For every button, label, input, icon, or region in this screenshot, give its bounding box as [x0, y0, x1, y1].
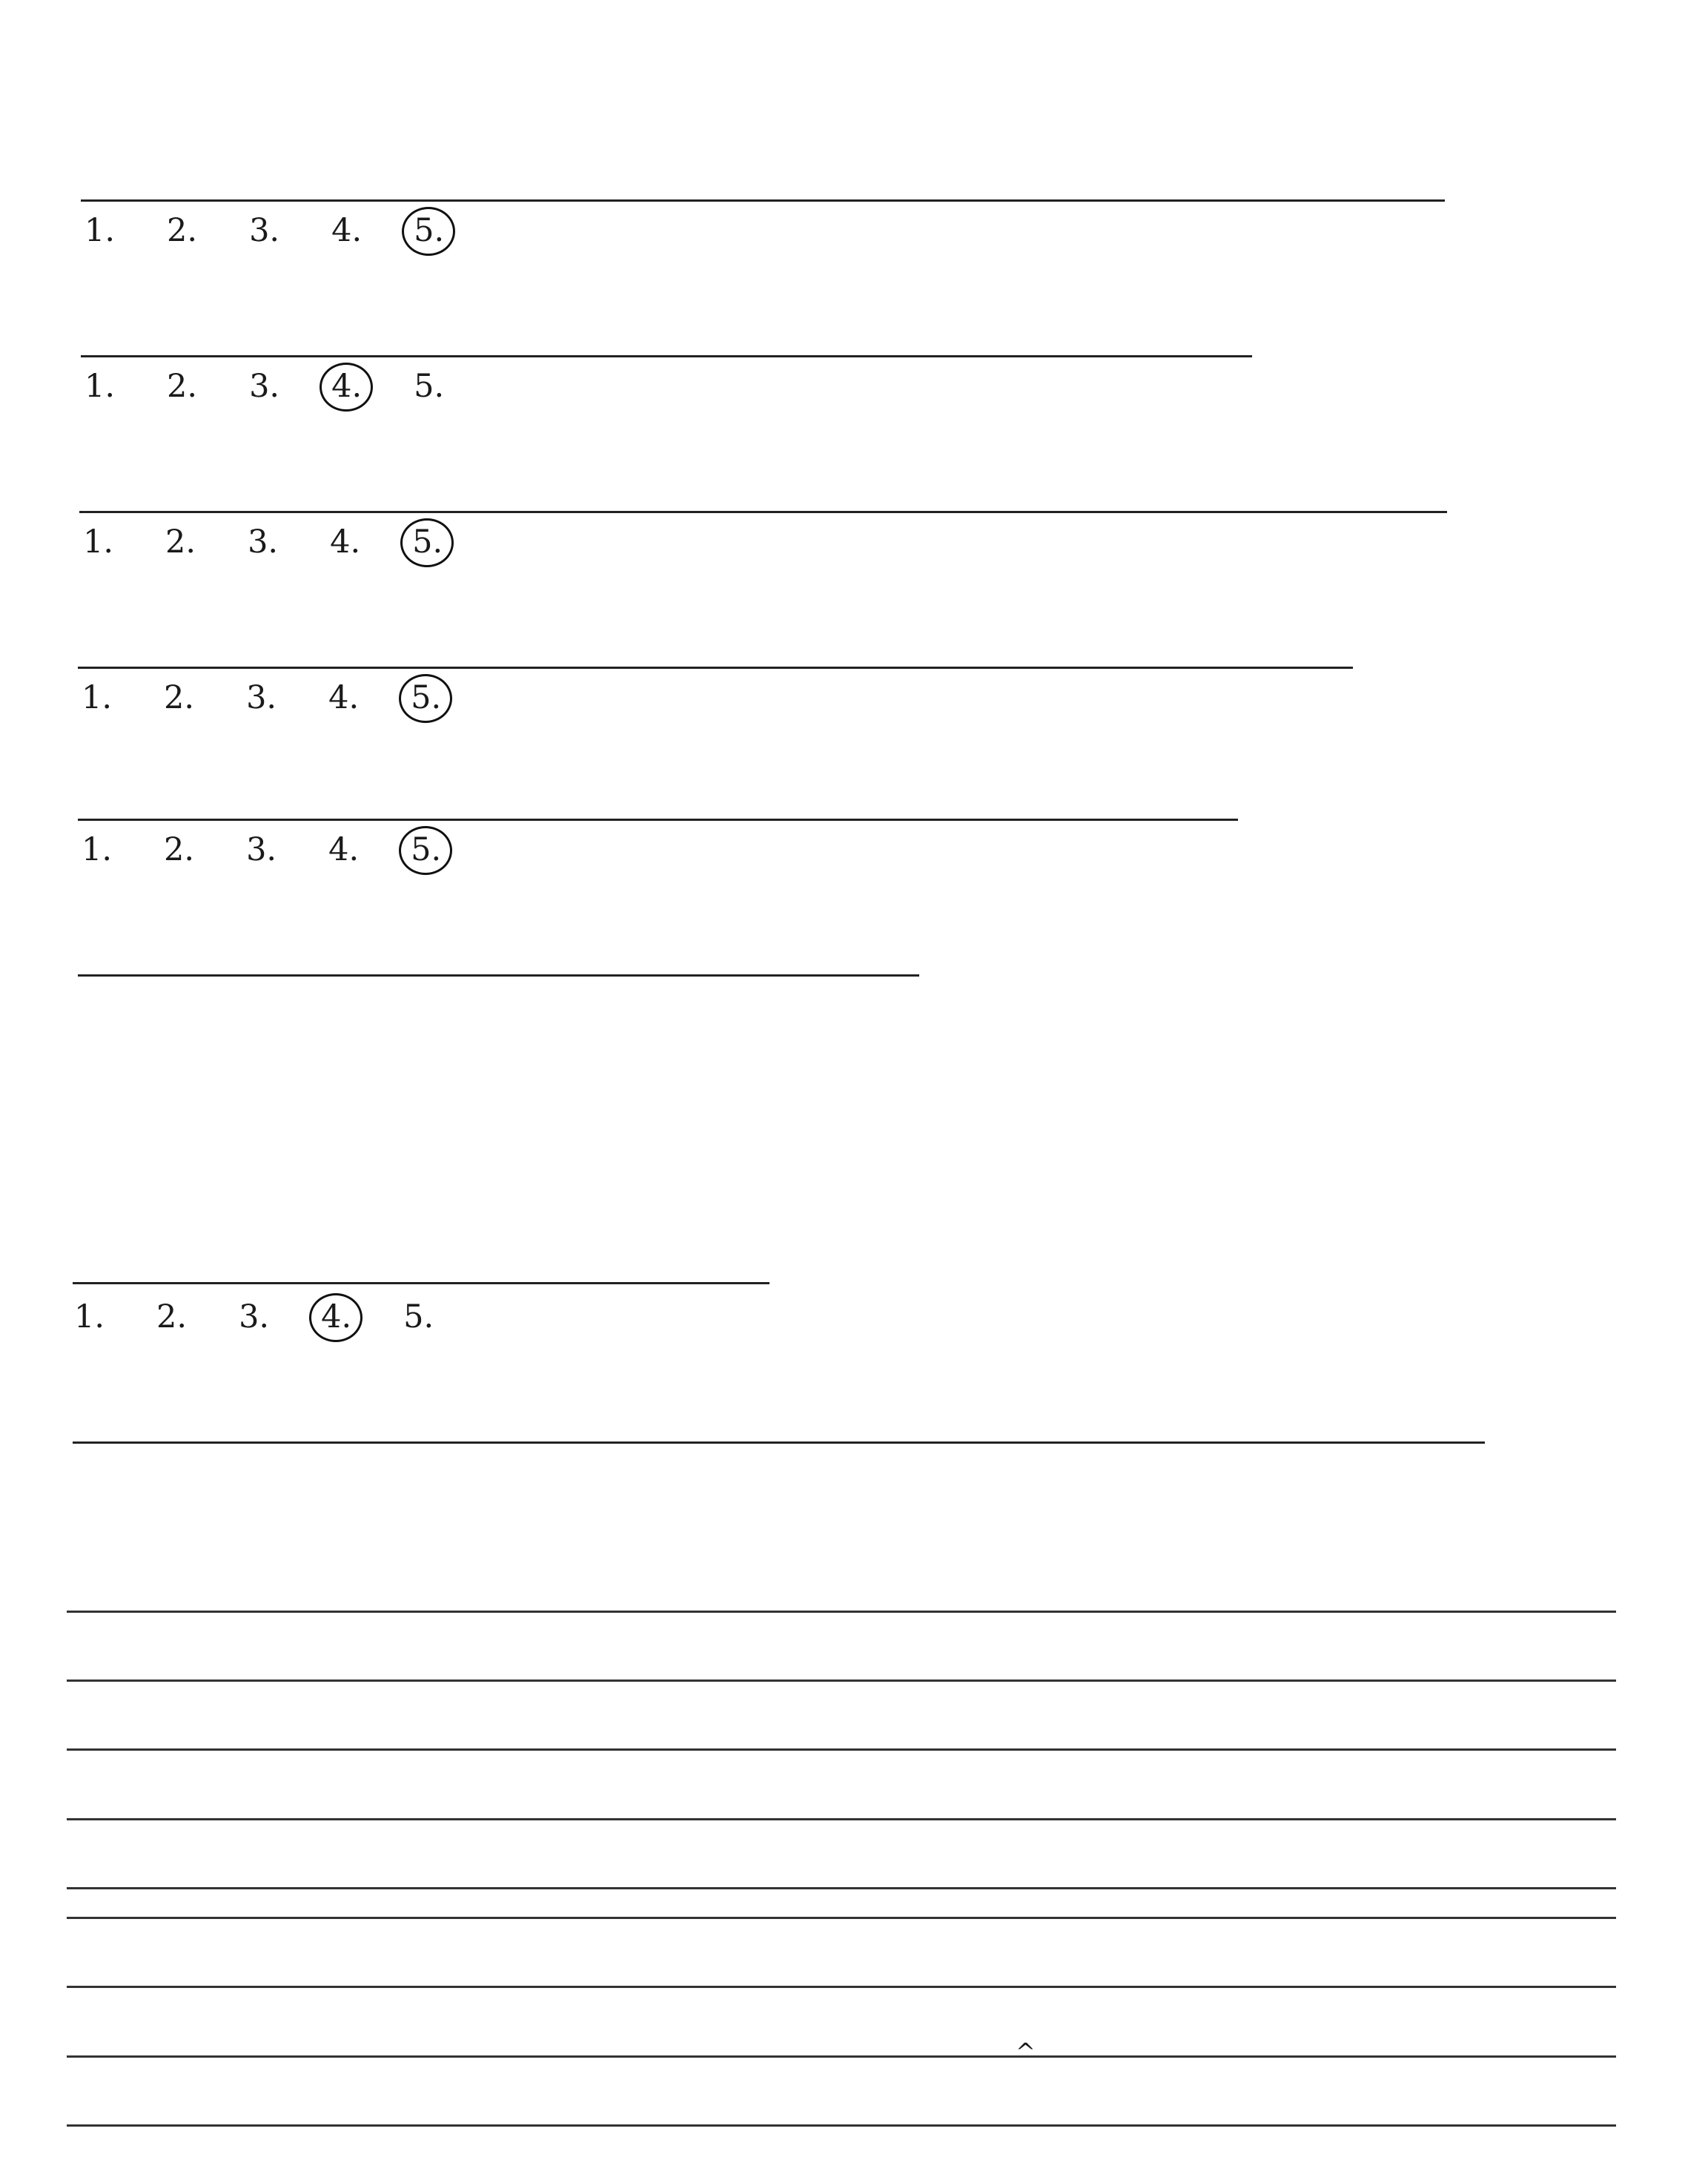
q9-line-1 — [67, 1611, 1616, 1613]
q3-option-5[interactable] — [412, 523, 453, 561]
q3-underline — [79, 511, 1447, 513]
q5-option-number: 3. — [246, 831, 277, 868]
q10-heading — [68, 1854, 89, 1898]
q9-line-4 — [67, 1818, 1616, 1820]
q1-option-4[interactable] — [331, 211, 372, 250]
q6-row-1 — [82, 990, 202, 1028]
q4-option-5[interactable] — [411, 678, 451, 717]
q5-underline — [78, 819, 1238, 821]
q4-underline — [78, 667, 1353, 669]
q6-underline — [78, 974, 919, 977]
q9-line-2 — [67, 1680, 1616, 1682]
q1-option-number: 2. — [167, 212, 198, 249]
q1-underline — [81, 199, 1445, 202]
q1-option-1[interactable] — [85, 211, 125, 250]
q5-option-2[interactable] — [164, 830, 205, 869]
q9-line-5 — [67, 1887, 1616, 1889]
q5-option-number: 2. — [164, 831, 195, 868]
q10-line-4 — [67, 2124, 1616, 2127]
q1-option-5[interactable] — [414, 211, 454, 250]
q2-option-4[interactable] — [331, 367, 372, 406]
q5-option-4[interactable] — [328, 830, 369, 869]
q4-option-4[interactable] — [328, 678, 369, 717]
q3-option-number: 2. — [165, 524, 196, 561]
q4-option-number: 3. — [246, 679, 277, 716]
q3-option-4[interactable] — [330, 523, 371, 561]
q8-heading — [74, 1394, 95, 1439]
q2-option-number: 1. — [85, 368, 116, 405]
q5-option-number: 5. — [411, 831, 442, 868]
q3-heading — [82, 463, 102, 508]
q4-heading — [80, 619, 101, 664]
q7-option-number: 1. — [74, 1298, 105, 1335]
q7-option-1[interactable] — [74, 1298, 115, 1336]
q8-scale-row — [172, 1453, 208, 1492]
q7-option-number: 2. — [156, 1298, 188, 1335]
q7-option-5[interactable] — [403, 1298, 444, 1336]
q7-option-number: 4. — [321, 1298, 352, 1335]
q5-option-5[interactable] — [411, 830, 451, 869]
q2-option-number: 4. — [331, 368, 363, 405]
q7-heading — [74, 1235, 95, 1279]
q8-underline — [73, 1441, 1485, 1444]
q10-line-1 — [67, 1917, 1616, 1919]
q9-heading — [70, 1550, 91, 1594]
q2-option-3[interactable] — [249, 367, 290, 406]
q3-option-number: 4. — [330, 524, 361, 561]
q6-heading — [80, 927, 101, 971]
q2-option-number: 5. — [414, 368, 445, 405]
q1-option-2[interactable] — [167, 211, 208, 250]
q1-option-number: 4. — [331, 212, 363, 249]
q2-option-1[interactable] — [85, 367, 125, 406]
q5-option-number: 1. — [82, 831, 113, 868]
q2-option-2[interactable] — [167, 367, 208, 406]
q5-option-number: 4. — [328, 831, 360, 868]
q3-option-3[interactable] — [248, 523, 288, 561]
q4-option-number: 1. — [82, 679, 113, 716]
q4-option-number: 4. — [328, 679, 360, 716]
q10-line-2 — [67, 1986, 1616, 1988]
q4-option-3[interactable] — [246, 678, 287, 717]
q5-option-1[interactable] — [82, 830, 122, 869]
q3-option-number: 5. — [412, 524, 443, 561]
q3-options — [83, 523, 494, 561]
q1-options — [85, 211, 496, 250]
q2-underline — [81, 355, 1252, 357]
q1-option-number: 5. — [414, 212, 445, 249]
q2-option-number: 2. — [167, 368, 198, 405]
q5-heading — [80, 771, 101, 816]
q1-heading — [83, 152, 104, 196]
insertion-caret: ^ — [1016, 2038, 1036, 2066]
q5-options — [82, 830, 493, 869]
q4-option-1[interactable] — [82, 678, 122, 717]
q4-options — [82, 678, 493, 717]
q1-option-number: 1. — [85, 212, 116, 249]
q7-option-4[interactable] — [321, 1298, 362, 1336]
q7-option-number: 3. — [239, 1298, 270, 1335]
q3-option-number: 3. — [248, 524, 279, 561]
q3-option-number: 1. — [83, 524, 114, 561]
q4-option-number: 5. — [411, 679, 442, 716]
q4-option-2[interactable] — [164, 678, 205, 717]
q1-option-number: 3. — [249, 212, 280, 249]
q7-options — [74, 1298, 486, 1336]
q2-options — [85, 367, 496, 406]
q7-option-number: 5. — [403, 1298, 434, 1335]
q1-option-3[interactable] — [249, 211, 290, 250]
q4-option-number: 2. — [164, 679, 195, 716]
q7-option-3[interactable] — [239, 1298, 279, 1336]
q9-line-3 — [67, 1748, 1616, 1751]
q2-option-5[interactable] — [414, 367, 454, 406]
q5-option-3[interactable] — [246, 830, 287, 869]
q2-heading — [83, 308, 104, 352]
q2-option-number: 3. — [249, 368, 280, 405]
q3-option-1[interactable] — [83, 523, 124, 561]
q7-option-2[interactable] — [156, 1298, 197, 1336]
q7-underline — [73, 1282, 769, 1284]
q3-option-2[interactable] — [165, 523, 206, 561]
q10-line-3 — [67, 2055, 1616, 2058]
